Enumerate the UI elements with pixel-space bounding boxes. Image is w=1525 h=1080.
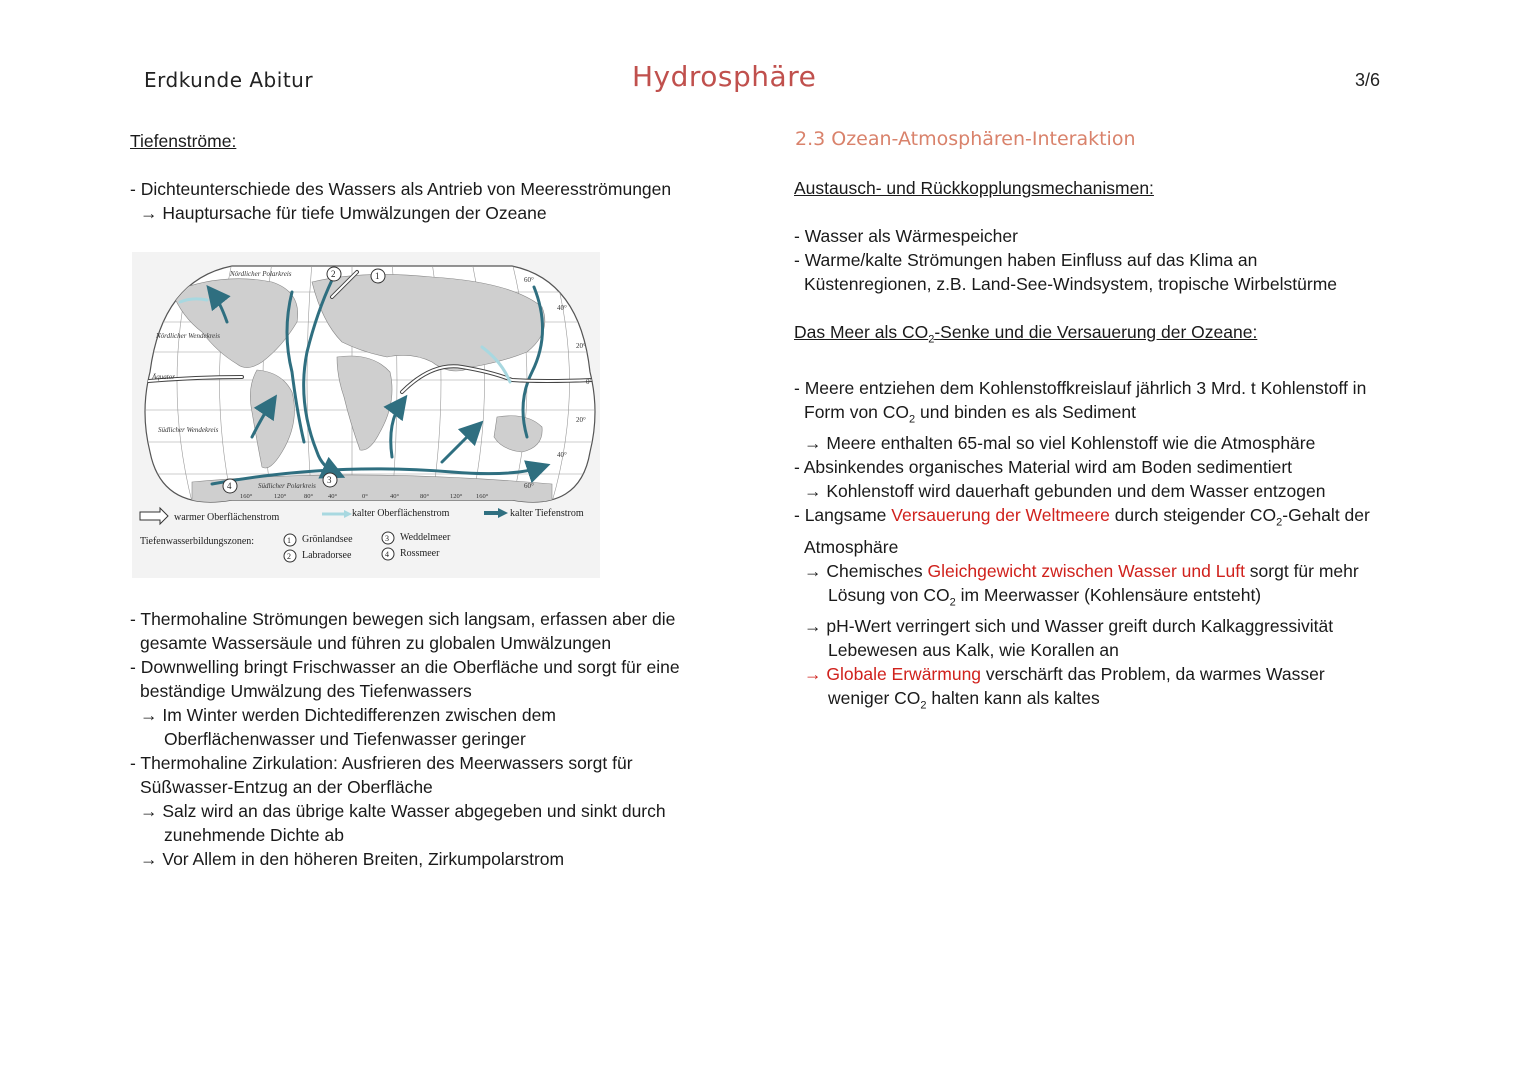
text-line: - Meere entziehen dem Kohlenstoffkreislauf jährlich 3 Mrd. t Kohlenstoff in	[794, 377, 1367, 398]
svg-text:0°: 0°	[586, 378, 593, 386]
svg-text:40°: 40°	[390, 493, 400, 500]
text-line: → Chemisches Gleichgewicht zwischen Wasser und Luft sorgt für mehr	[804, 560, 1359, 581]
right-column	[794, 176, 1370, 718]
svg-text:80°: 80°	[420, 493, 430, 500]
svg-text:4: 4	[385, 550, 389, 559]
svg-text:4: 4	[227, 481, 232, 491]
map-svg	[132, 252, 600, 578]
text-line: - Wasser als Wärmespeicher	[794, 226, 1018, 246]
text-line: - Langsame Versauerung der Weltmeere durch steigender $CO_2$-Gehalt der	[794, 505, 1370, 529]
lon-labels	[240, 493, 489, 500]
svg-text:Weddelmeer: Weddelmeer	[400, 532, 451, 543]
svg-text:40°: 40°	[328, 493, 338, 500]
heading-austausch: Austausch- und Rückkopplungsmechanismen:	[794, 178, 1154, 198]
text-line: → Hauptursache für tiefe Umwälzungen der Ozeane	[140, 203, 547, 223]
svg-text:Südlicher Polarkreis: Südlicher Polarkreis	[258, 482, 316, 490]
text-line: - Dichteunterschiede des Wassers als Antrieb von Meeresströmungen	[130, 179, 672, 199]
text-line: weniger $CO_2$ halten kann als kaltes	[828, 688, 1100, 712]
svg-text:40°: 40°	[557, 451, 567, 459]
svg-text:160°: 160°	[476, 493, 489, 500]
text-line: Form von $CO_2$ und binden es als Sediment	[804, 401, 1136, 425]
ocean-currents-map	[132, 252, 600, 578]
svg-text:2: 2	[287, 552, 291, 561]
svg-text:3: 3	[385, 534, 389, 543]
spacer	[794, 296, 1370, 320]
svg-text:Äquator: Äquator	[152, 373, 175, 381]
text-line: Oberflächenwasser und Tiefenwasser geringer	[164, 729, 526, 749]
text-line: - Warme/kalte Strömungen haben Einfluss auf das Klima an	[794, 250, 1258, 270]
text-line: - Downwelling bringt Frischwasser an die Oberfläche und sorgt für eine	[130, 657, 680, 677]
svg-text:2: 2	[331, 269, 336, 279]
svg-text:3: 3	[327, 475, 332, 485]
svg-text:60°: 60°	[524, 276, 534, 284]
spacer	[794, 352, 1370, 376]
text-line: → Im Winter werden Dichtedifferenzen zwischen dem	[140, 705, 556, 725]
text-line: → pH-Wert verringert sich und Wasser greift durch Kalkaggressivität	[804, 616, 1334, 636]
svg-text:120°: 120°	[450, 493, 463, 500]
text-line: Lebewesen aus Kalk, wie Korallen an	[828, 640, 1119, 660]
text-line: - Thermohaline Zirkulation: Ausfrieren des Meerwassers sorgt für	[130, 753, 633, 773]
svg-text:20°: 20°	[576, 342, 586, 350]
svg-text:Nördlicher Wendekreis: Nördlicher Wendekreis	[156, 332, 220, 340]
text-line: → Meere enthalten 65-mal so viel Kohlenstoff wie die Atmosphäre	[804, 433, 1316, 453]
svg-text:Grönlandsee: Grönlandsee	[302, 534, 353, 545]
svg-text:40°: 40°	[557, 304, 567, 312]
text-line: Atmosphäre	[804, 536, 899, 557]
svg-text:1: 1	[287, 536, 291, 545]
svg-text:Rossmeer: Rossmeer	[400, 548, 440, 559]
spacer	[130, 153, 671, 177]
left-column-bottom	[130, 607, 680, 871]
svg-text:0°: 0°	[362, 493, 368, 500]
heading-tiefenstroeme: Tiefenströme:	[130, 131, 237, 151]
svg-text:1: 1	[375, 271, 380, 281]
left-column-top	[130, 129, 671, 225]
text-line: → Vor Allem in den höheren Breiten, Zirkumpolarstrom	[140, 849, 565, 869]
svg-text:160°: 160°	[240, 493, 253, 500]
svg-text:60°: 60°	[524, 482, 534, 490]
text-line: Küstenregionen, z.B. Land-See-Windsystem, tropische Wirbelstürme	[804, 274, 1338, 294]
section-title: 2.3 Ozean-Atmosphären-Interaktion	[795, 128, 1136, 150]
svg-text:20°: 20°	[576, 416, 586, 424]
text-line: Süßwasser-Entzug an der Oberfläche	[140, 777, 433, 797]
map-legend	[140, 508, 584, 562]
page-title: Hydrosphäre	[632, 60, 817, 93]
svg-text:80°: 80°	[304, 493, 314, 500]
text-line: gesamte Wassersäule und führen zu globalen Umwälzungen	[140, 633, 612, 653]
svg-text:Labradorsee: Labradorsee	[302, 550, 352, 561]
page-number: 3/6	[1355, 70, 1381, 90]
svg-text:Tiefenwasserbildungszonen:: Tiefenwasserbildungszonen:	[140, 536, 255, 547]
svg-text:Nördlicher Polarkreis: Nördlicher Polarkreis	[230, 270, 292, 278]
text-line: - Absinkendes organisches Material wird am Boden sedimentiert	[794, 457, 1293, 477]
text-line: Lösung von $CO_2$ im Meerwasser (Kohlensäure entsteht)	[828, 584, 1262, 608]
text-line: → Globale Erwärmung verschärft das Problem, da warmes Wasser	[804, 664, 1325, 684]
svg-text:120°: 120°	[274, 493, 287, 500]
text-line: beständige Umwälzung des Tiefenwassers	[140, 681, 472, 701]
course-label: Erdkunde Abitur	[144, 68, 314, 92]
svg-text:Südlicher Wendekreis: Südlicher Wendekreis	[158, 426, 219, 434]
spacer	[794, 200, 1370, 224]
text-line: zunehmende Dichte ab	[164, 825, 344, 845]
text-line: - Thermohaline Strömungen bewegen sich langsam, erfassen aber die	[130, 609, 676, 629]
svg-text:kalter Oberflächenstrom: kalter Oberflächenstrom	[352, 508, 450, 519]
text-line: → Kohlenstoff wird dauerhaft gebunden und dem Wasser entzogen	[804, 481, 1326, 501]
svg-text:kalter Tiefenstrom: kalter Tiefenstrom	[510, 508, 584, 519]
svg-text:warmer Oberflächenstrom: warmer Oberflächenstrom	[174, 512, 280, 523]
text-line: → Salz wird an das übrige kalte Wasser abgegeben und sinkt durch	[140, 801, 666, 821]
heading-co2-senke: Das Meer als $CO_2$-Senke und die Versauerung der Ozeane:	[794, 322, 1258, 346]
